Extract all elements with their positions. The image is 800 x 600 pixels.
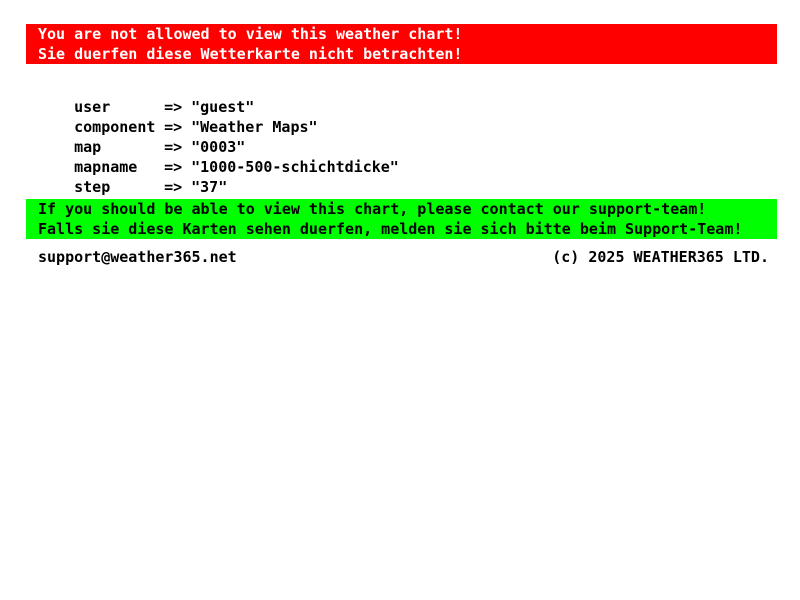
arrow-glyph: => bbox=[164, 178, 183, 196]
support-email: support@weather365.net bbox=[38, 248, 237, 266]
support-info-text-en: If you should be able to view this chart, please contact our support-team! bbox=[38, 200, 707, 218]
support-info-text-de: Falls sie diese Karten sehen duerfen, melden sie sich bitte beim Support-Team! bbox=[38, 220, 743, 238]
support-info-banner bbox=[26, 199, 777, 239]
detail-key: map bbox=[74, 138, 102, 156]
detail-value: "37" bbox=[191, 178, 228, 196]
detail-value: "1000-500-schichtdicke" bbox=[191, 158, 399, 176]
detail-row-user bbox=[38, 77, 399, 116]
access-denied-text-en: You are not allowed to view this weather chart! bbox=[38, 25, 463, 43]
request-details bbox=[38, 77, 399, 196]
arrow-glyph: => bbox=[164, 158, 183, 176]
detail-key: component bbox=[74, 118, 156, 136]
arrow-glyph: => bbox=[164, 118, 183, 136]
detail-key: mapname bbox=[74, 158, 138, 176]
detail-value: "Weather Maps" bbox=[191, 118, 318, 136]
detail-key: step bbox=[74, 178, 111, 196]
access-denied-banner bbox=[26, 24, 777, 64]
detail-value: "0003" bbox=[191, 138, 246, 156]
copyright-notice: (c) 2025 WEATHER365 LTD. bbox=[552, 248, 769, 266]
arrow-glyph: => bbox=[164, 138, 183, 156]
footer bbox=[38, 247, 769, 267]
detail-value: "guest" bbox=[191, 98, 255, 116]
detail-key: user bbox=[74, 98, 111, 116]
access-denied-text-de: Sie duerfen diese Wetterkarte nicht betrachten! bbox=[38, 45, 463, 63]
arrow-glyph: => bbox=[164, 98, 183, 116]
